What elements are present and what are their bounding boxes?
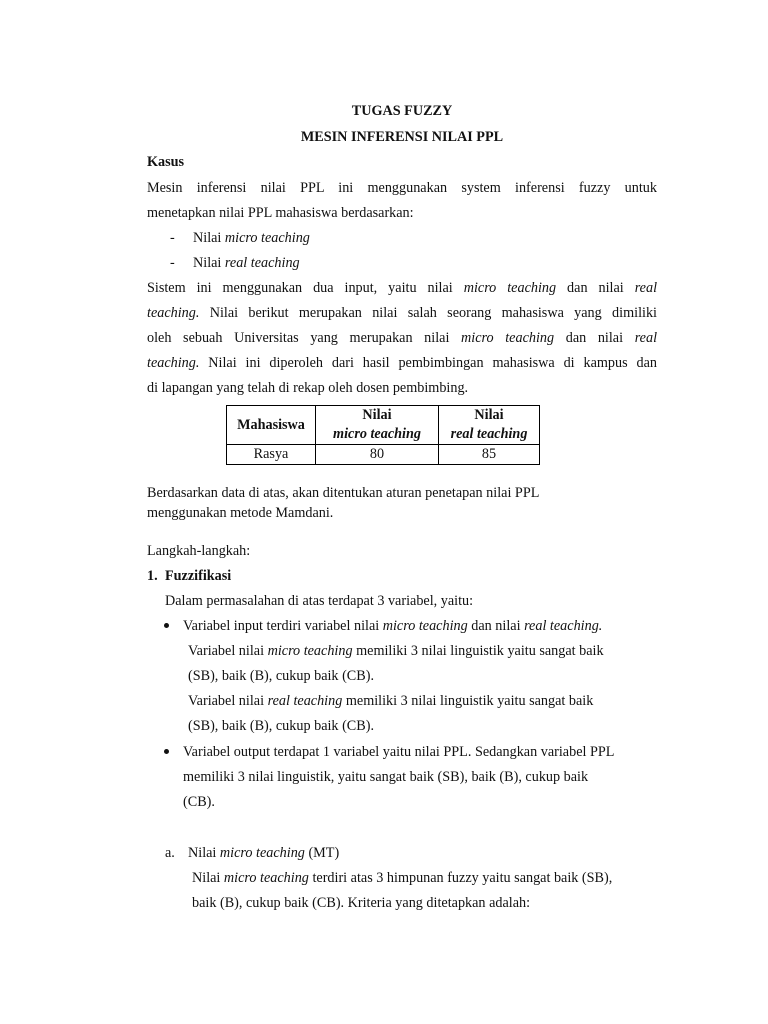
- bullet-icon: [164, 623, 169, 628]
- document-subtitle: MESIN INFERENSI NILAI PPL: [300, 129, 504, 145]
- step-1-intro: Dalam permasalahan di atas terdapat 3 variabel, yaitu:: [165, 593, 474, 609]
- header-micro-teaching: Nilai micro teaching: [316, 406, 439, 445]
- step-1-title: Fuzzifikasi: [165, 568, 232, 584]
- bullet-1-line: Variabel nilai real teaching memiliki 3 nilai linguistik yaitu sangat baik: [188, 693, 594, 709]
- header-real-teaching: Nilai real teaching: [439, 406, 540, 445]
- bullet-1-line: Variabel input terdiri variabel nilai micro teaching dan nilai real teaching.: [183, 618, 603, 634]
- system-paragraph-line: oleh sebuah Universitas yang merupakan nilai micro teaching dan nilai real: [147, 330, 658, 346]
- bullet-2-line: (CB).: [183, 794, 215, 810]
- bullet-1-line: (SB), baik (B), cukup baik (CB).: [188, 718, 374, 734]
- system-paragraph-line: Sistem ini menggunakan dua input, yaitu nilai micro teaching dan nilai real: [147, 280, 658, 296]
- bullet-1-line: (SB), baik (B), cukup baik (CB).: [188, 668, 374, 684]
- steps-heading: Langkah-langkah:: [147, 543, 251, 559]
- bullet-1-line: Variabel nilai micro teaching memiliki 3 nilai linguistik yaitu sangat baik: [188, 643, 604, 659]
- input-list-item: - Nilai micro teaching: [170, 230, 310, 246]
- system-paragraph-line: teaching. Nilai ini diperoleh dari hasil pembimbingan mahasiswa di kampus dan: [147, 355, 657, 371]
- sub-a-label: a.: [165, 845, 175, 861]
- table-row: [227, 445, 540, 465]
- header-mahasiswa: Mahasiswa: [227, 406, 316, 445]
- sub-a-title: Nilai micro teaching (MT): [188, 845, 340, 861]
- list-dash: -: [170, 230, 175, 246]
- bullet-2-line: Variabel output terdapat 1 variabel yaitu nilai PPL. Sedangkan variabel PPL: [183, 744, 615, 760]
- cell-micro: 80: [316, 445, 439, 465]
- bullet-icon: [164, 749, 169, 754]
- sub-a-line: baik (B), cukup baik (CB). Kriteria yang ditetapkan adalah:: [192, 895, 531, 911]
- system-paragraph-line: di lapangan yang telah di rekap oleh dosen pembimbing.: [147, 380, 469, 396]
- intro-line-2: menetapkan nilai PPL mahasiswa berdasarkan:: [147, 205, 414, 221]
- sub-a-line: Nilai micro teaching terdiri atas 3 himpunan fuzzy yaitu sangat baik (SB),: [192, 870, 613, 886]
- system-paragraph-line: teaching. Nilai berikut merupakan nilai salah seorang mahasiswa yang dimiliki: [147, 305, 657, 321]
- intro-line-1: Mesin inferensi nilai PPL ini menggunakan system inferensi fuzzy untuk: [147, 180, 657, 196]
- kasus-heading: Kasus: [147, 154, 185, 170]
- after-table-line-2: menggunakan metode Mamdani.: [147, 505, 334, 521]
- input-list-item: - Nilai real teaching: [170, 255, 300, 271]
- cell-name: Rasya: [227, 445, 316, 465]
- step-1-number: 1.: [147, 568, 158, 584]
- after-table-line-1: Berdasarkan data di atas, akan ditentukan aturan penetapan nilai PPL: [147, 485, 540, 501]
- cell-real: 85: [439, 445, 540, 465]
- grades-table: [226, 405, 540, 465]
- table-header-row: [227, 406, 540, 445]
- bullet-2-line: memiliki 3 nilai linguistik, yaitu sangat baik (SB), baik (B), cukup baik: [183, 769, 589, 785]
- document-title: TUGAS FUZZY: [351, 103, 453, 119]
- list-dash: -: [170, 255, 175, 271]
